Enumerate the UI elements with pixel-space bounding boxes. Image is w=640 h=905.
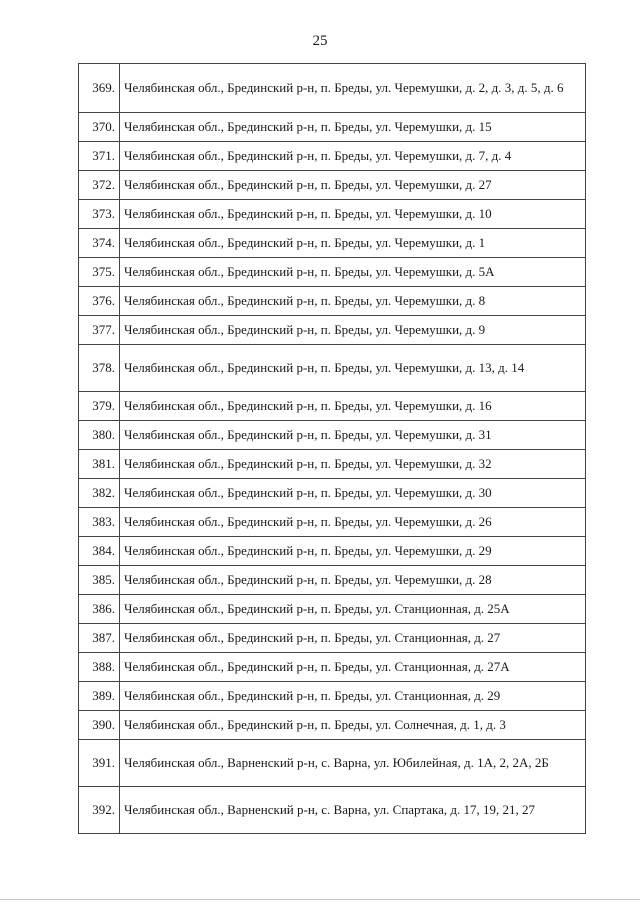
row-address: Челябинская обл., Брединский р-н, п. Бреды, ул. Черемушки, д. 16 [120, 392, 586, 421]
row-number: 389. [79, 682, 120, 711]
row-address: Челябинская обл., Брединский р-н, п. Бреды, ул. Станционная, д. 25А [120, 595, 586, 624]
table-row [79, 113, 586, 142]
row-address: Челябинская обл., Варненский р-н, с. Варна, ул. Спартака, д. 17, 19, 21, 27 [120, 787, 586, 834]
row-address: Челябинская обл., Брединский р-н, п. Бреды, ул. Черемушки, д. 27 [120, 171, 586, 200]
table-row [79, 787, 586, 834]
row-number: 380. [79, 421, 120, 450]
table-row [79, 537, 586, 566]
row-number: 375. [79, 258, 120, 287]
row-address: Челябинская обл., Брединский р-н, п. Бреды, ул. Черемушки, д. 1 [120, 229, 586, 258]
table-row [79, 345, 586, 392]
row-number: 377. [79, 316, 120, 345]
row-address: Челябинская обл., Брединский р-н, п. Бреды, ул. Станционная, д. 29 [120, 682, 586, 711]
row-number: 370. [79, 113, 120, 142]
row-number: 378. [79, 345, 120, 392]
row-address: Челябинская обл., Брединский р-н, п. Бреды, ул. Черемушки, д. 30 [120, 479, 586, 508]
table-row [79, 740, 586, 787]
row-address: Челябинская обл., Брединский р-н, п. Бреды, ул. Черемушки, д. 32 [120, 450, 586, 479]
row-number: 371. [79, 142, 120, 171]
page-number: 25 [312, 33, 328, 49]
row-number: 391. [79, 740, 120, 787]
table-row [79, 392, 586, 421]
row-number: 387. [79, 624, 120, 653]
row-number: 373. [79, 200, 120, 229]
table-row [79, 595, 586, 624]
table-row [79, 421, 586, 450]
page-bottom-edge [0, 899, 640, 900]
row-number: 372. [79, 171, 120, 200]
row-address: Челябинская обл., Брединский р-н, п. Бреды, ул. Черемушки, д. 10 [120, 200, 586, 229]
row-address: Челябинская обл., Брединский р-н, п. Бреды, ул. Черемушки, д. 7, д. 4 [120, 142, 586, 171]
table-row [79, 64, 586, 113]
row-number: 388. [79, 653, 120, 682]
row-number: 369. [79, 64, 120, 113]
table-row [79, 171, 586, 200]
address-table [78, 63, 586, 834]
table-row [79, 508, 586, 537]
row-address: Челябинская обл., Брединский р-н, п. Бреды, ул. Черемушки, д. 8 [120, 287, 586, 316]
table-row [79, 200, 586, 229]
table-row [79, 624, 586, 653]
row-number: 379. [79, 392, 120, 421]
row-address: Челябинская обл., Брединский р-н, п. Бреды, ул. Черемушки, д. 26 [120, 508, 586, 537]
row-address: Челябинская обл., Брединский р-н, п. Бреды, ул. Черемушки, д. 28 [120, 566, 586, 595]
table-row [79, 450, 586, 479]
table-row [79, 316, 586, 345]
table-row [79, 142, 586, 171]
row-address: Челябинская обл., Брединский р-н, п. Бреды, ул. Черемушки, д. 15 [120, 113, 586, 142]
row-number: 392. [79, 787, 120, 834]
row-address: Челябинская обл., Брединский р-н, п. Бреды, ул. Черемушки, д. 9 [120, 316, 586, 345]
row-number: 386. [79, 595, 120, 624]
row-address: Челябинская обл., Варненский р-н, с. Варна, ул. Юбилейная, д. 1А, 2, 2А, 2Б [120, 740, 586, 787]
row-address: Челябинская обл., Брединский р-н, п. Бреды, ул. Черемушки, д. 31 [120, 421, 586, 450]
table-row [79, 653, 586, 682]
table-row [79, 711, 586, 740]
row-address: Челябинская обл., Брединский р-н, п. Бреды, ул. Станционная, д. 27А [120, 653, 586, 682]
row-number: 376. [79, 287, 120, 316]
row-address: Челябинская обл., Брединский р-н, п. Бреды, ул. Станционная, д. 27 [120, 624, 586, 653]
table-row [79, 258, 586, 287]
row-address: Челябинская обл., Брединский р-н, п. Бреды, ул. Черемушки, д. 29 [120, 537, 586, 566]
row-address: Челябинская обл., Брединский р-н, п. Бреды, ул. Черемушки, д. 13, д. 14 [120, 345, 586, 392]
table-row [79, 229, 586, 258]
row-address: Челябинская обл., Брединский р-н, п. Бреды, ул. Черемушки, д. 2, д. 3, д. 5, д. 6 [120, 64, 586, 113]
row-number: 390. [79, 711, 120, 740]
table-row [79, 682, 586, 711]
row-address: Челябинская обл., Брединский р-н, п. Бреды, ул. Солнечная, д. 1, д. 3 [120, 711, 586, 740]
table-row [79, 287, 586, 316]
table-row [79, 479, 586, 508]
row-number: 382. [79, 479, 120, 508]
row-number: 385. [79, 566, 120, 595]
row-number: 374. [79, 229, 120, 258]
row-number: 383. [79, 508, 120, 537]
table-row [79, 566, 586, 595]
row-number: 384. [79, 537, 120, 566]
row-number: 381. [79, 450, 120, 479]
row-address: Челябинская обл., Брединский р-н, п. Бреды, ул. Черемушки, д. 5А [120, 258, 586, 287]
